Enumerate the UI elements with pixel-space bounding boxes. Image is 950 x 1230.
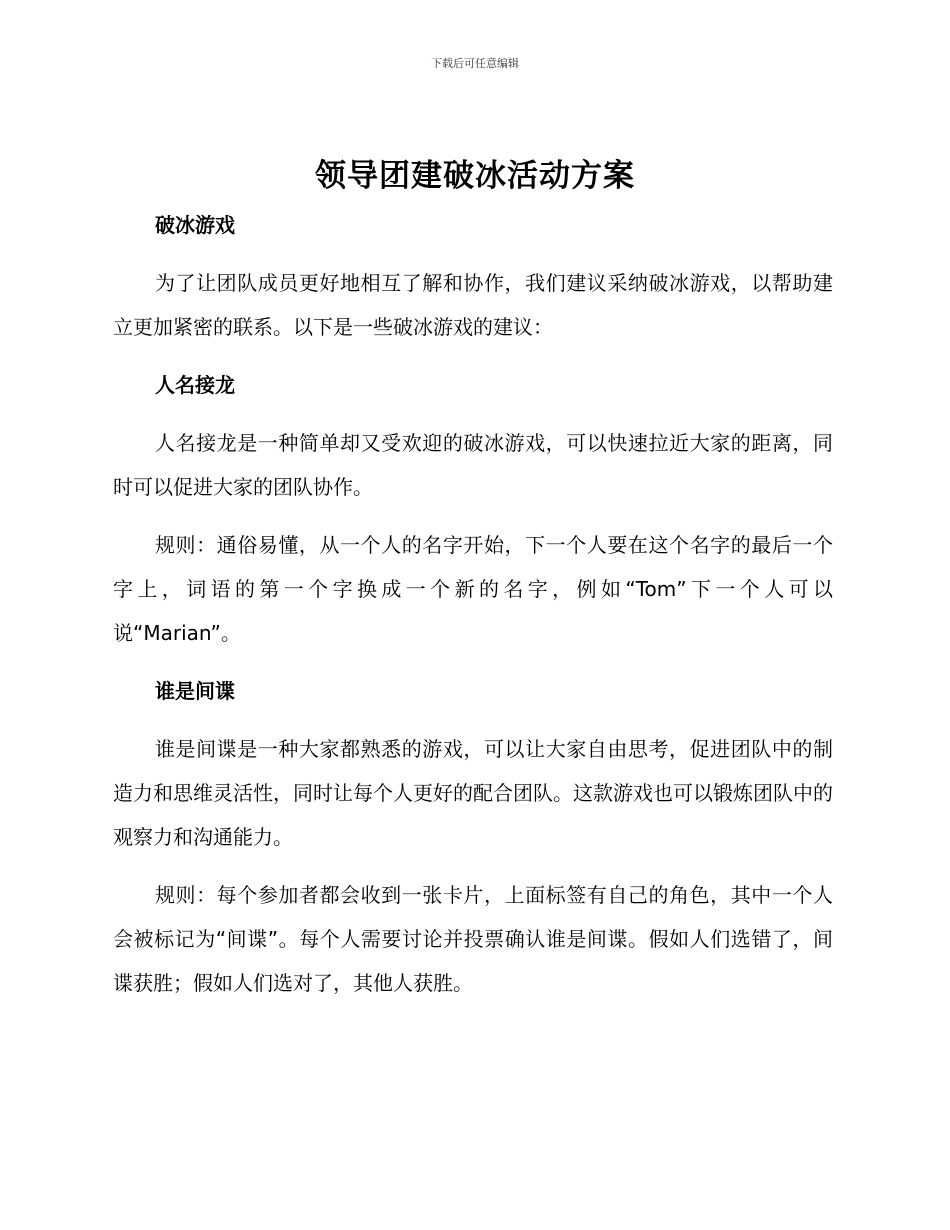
section-heading: 人名接龙 [155,373,235,397]
paragraph: 谁是间谍是一种大家都熟悉的游戏，可以让大家自由思考，促进团队中的制造力和思维灵活性，同时让每个人更好的配合团队。这款游戏也可以锻炼团队中的观察力和沟通能力。 [113,737,833,849]
document-body [113,203,833,1019]
header-note: 下载后可任意编辑 [431,57,519,70]
section-heading: 谁是间谍 [155,679,235,703]
section-heading: 破冰游戏 [155,213,235,237]
paragraph: 规则：通俗易懂，从一个人的名字开始，下一个人要在这个名字的最后一个字上，词语的第一个字换成一个新的名字，例如“Tom”下一个人可以说“Marian”。 [113,533,833,645]
paragraph: 规则：每个参加者都会收到一张卡片，上面标签有自己的角色，其中一个人会被标记为“间谍”。每个人需要讨论并投票确认谁是间谍。假如人们选错了，间谍获胜；假如人们选对了，其他人获胜。 [113,883,833,995]
section-name-chain [113,363,833,655]
page-title: 领导团建破冰活动方案 [315,158,635,194]
section-icebreaker [113,203,833,349]
section-who-is-spy [113,669,833,1005]
paragraph: 人名接龙是一种简单却又受欢迎的破冰游戏，可以快速拉近大家的距离，同时可以促进大家的团队协作。 [113,431,833,499]
paragraph: 为了让团队成员更好地相互了解和协作，我们建议采纳破冰游戏，以帮助建立更加紧密的联系。以下是一些破冰游戏的建议： [113,271,833,339]
